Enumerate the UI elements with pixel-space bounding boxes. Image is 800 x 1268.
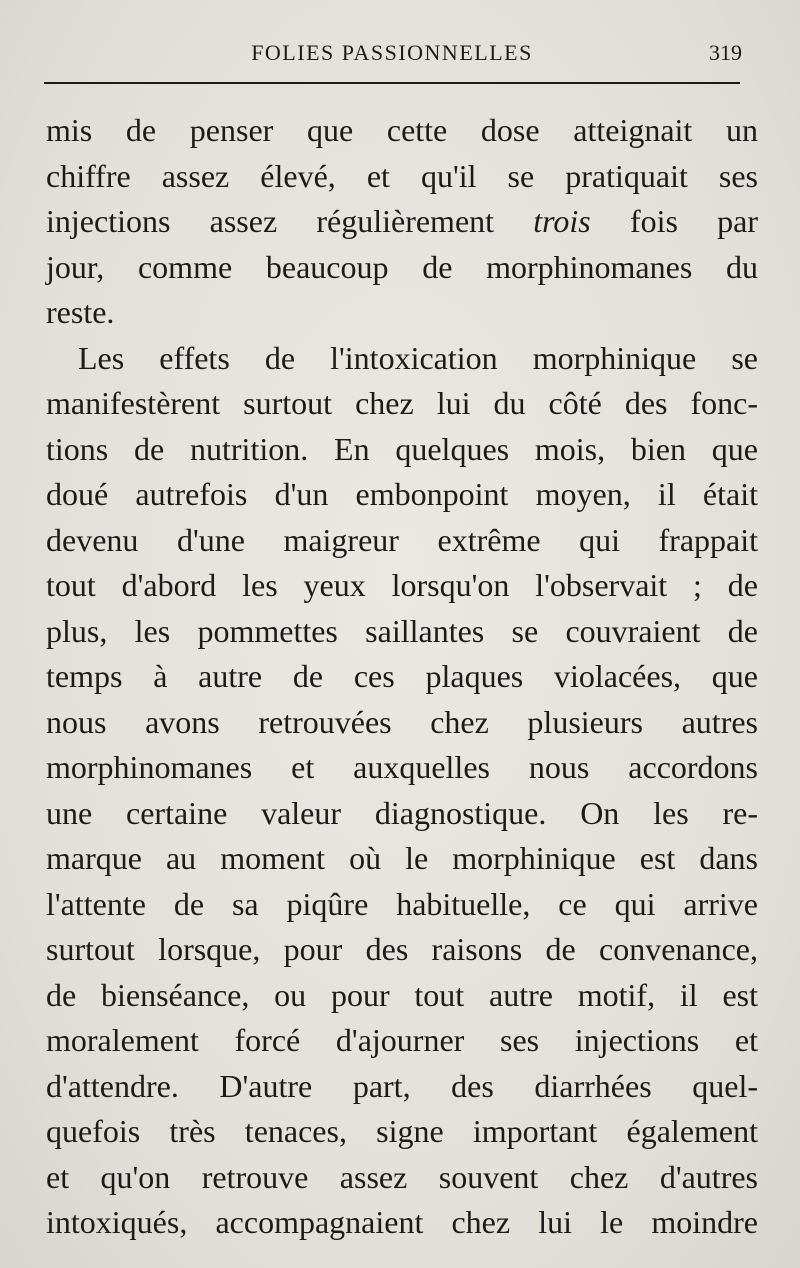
text-line: intoxiqués, accompagnaient chez lui le moindre xyxy=(46,1204,758,1240)
text-line: l'attente de sa piqûre habituelle, ce qui arrive xyxy=(46,885,758,922)
header-rule xyxy=(44,82,740,84)
text-line: devenu d'une maigreur extrême qui frappait xyxy=(46,521,758,558)
text-line: jour, comme beaucoup de morphinomanes du xyxy=(46,248,758,285)
text-segment: fois par xyxy=(590,203,758,239)
text-line: marque au moment où le morphinique est dans xyxy=(46,840,758,876)
page-number: 319 xyxy=(709,40,742,65)
text-line: tions de nutrition. En quelques mois, bien que xyxy=(46,430,758,467)
text-line: nous avons retrouvées chez plusieurs autres xyxy=(46,703,758,740)
text-line: chiffre assez élevé, et qu'il se pratiquait ses xyxy=(46,157,758,194)
body-text xyxy=(46,108,758,1246)
text-line xyxy=(46,199,758,245)
text-line: tout d'abord les yeux lorsqu'on l'observait ; de xyxy=(46,567,758,603)
text-line: quefois très tenaces, signe important également xyxy=(46,1113,758,1149)
text-line: surtout lorsque, pour des raisons de convenance, xyxy=(46,931,758,967)
text-line: et qu'on retrouve assez souvent chez d'autres xyxy=(46,1158,758,1195)
text-line: manifestèrent surtout chez lui du côté des fonc- xyxy=(46,385,758,421)
text-line: doué autrefois d'un embonpoint moyen, il était xyxy=(46,476,758,512)
text-line: reste. xyxy=(46,294,115,330)
text-segment: injections assez régulièrement xyxy=(46,203,534,239)
text-line: moralement forcé d'ajourner ses injections et xyxy=(46,1022,758,1058)
running-title: FOLIES PASSIONNELLES xyxy=(251,40,533,65)
italic-word: trois xyxy=(533,203,591,239)
text-line: plus, les pommettes saillantes se couvraient de xyxy=(46,612,758,649)
text-line: une certaine valeur diagnostique. On les re- xyxy=(46,794,758,831)
text-line: morphinomanes et auxquelles nous accordons xyxy=(46,749,758,785)
text-line: de bienséance, ou pour tout autre motif, il est xyxy=(46,976,758,1013)
text-line: Les effets de l'intoxication morphinique se xyxy=(78,339,758,376)
text-line: temps à autre de ces plaques violacées, que xyxy=(46,658,758,694)
text-line: mis de penser que cette dose atteignait un xyxy=(46,112,758,148)
text-line: d'attendre. D'autre part, des diarrhées quel- xyxy=(46,1067,758,1104)
page-header xyxy=(42,36,742,70)
